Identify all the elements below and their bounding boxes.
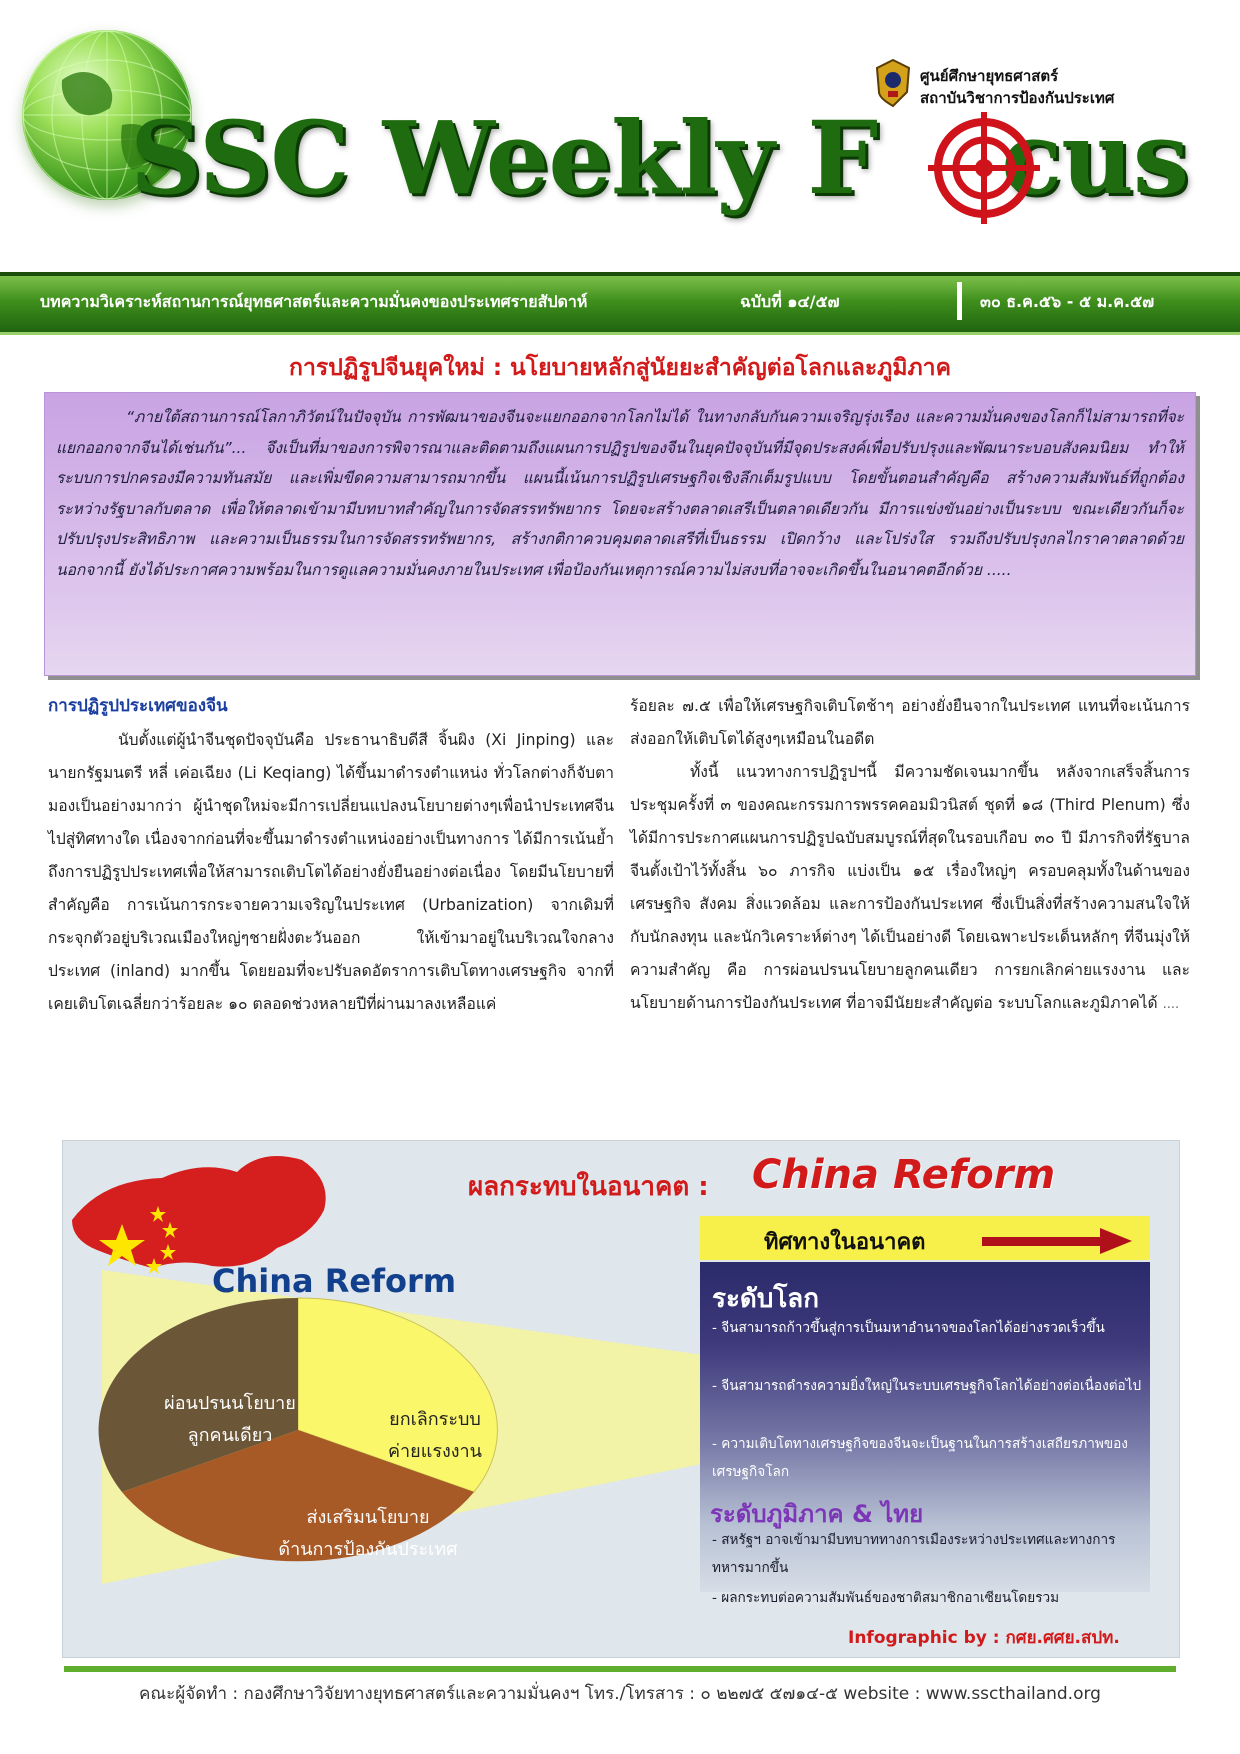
masthead-after: cus <box>1001 99 1189 217</box>
pie-label-labor-camp <box>340 1404 530 1468</box>
body-right-paragraph-2-text: ทั้งนี้ แนวทางการปฏิรูปฯนี้ มีความชัดเจนมากขึ้น หลังจากเสร็จสิ้นการประชุมครั้งที่ ๓ ของคณะกรรมการพรรคคอมมิวนิสต์ ชุดที่ ๑๘ (Third Plenum) ซึ่งได้มีการประกาศแผนการปฏิรูปฉบับสมบูรณ์ที่สุดในรอบเกือบ ๓๐ ปี มีภารกิจที่รัฐบาลจีนตั้งเป้าไว้ทั้งสิ้น ๖๐ ภารกิจ แบ่งเป็น ๑๕ เรื่องใหญ่ๆ ครอบคลุมทั้งในด้านของเศรษฐกิจ สังคม สิ่งแวดล้อม และการป้องกันประเทศ ซึ่งเป็นสิ่งที่สร้างความสนใจให้กับนักลงทุน และนักวิเคราะห์ต่างๆ ได้เป็นอย่างดี โดยเฉพาะประเด็นหลักๆ ที่จีนมุ่งให้ความสำคัญ คือ การผ่อนปรนนโยบายลูกคนเดียว การยกเลิกค่ายแรงงาน และนโยบายด้านการป้องกันประเทศ ที่อาจมีนัยยะสำคัญต่อ ระบบโลกและภูมิภาคได้ <box>630 763 1190 1012</box>
global-bullet-3: - ความเติบโตทางเศรษฐกิจของจีนจะเป็นฐานในการสร้างเสถียรภาพของเศรษฐกิจโลก <box>712 1436 1128 1480</box>
footer-rule <box>64 1666 1176 1672</box>
map-title: China Reform <box>212 1262 457 1300</box>
china-map <box>72 1156 326 1268</box>
global-level-heading: ระดับโลก <box>712 1284 819 1314</box>
pie-label-one-child-line1: ผ่อนปรนนโยบาย <box>164 1393 296 1414</box>
abstract-text: “ภายใต้สถานการณ์โลกาภิวัตน์ในปัจจุบัน การพัฒนาของจีนจะแยกออกจากโลกไม่ได้ ในทางกลับกันความเจริญรุ่งเรือง และความมั่นคงของโลกก็ไม่สามารถที่จะแยกออกจากจีนได้เช่นกัน”... จึงเป็นที่มาของการพิจารณาและติดตามถึงแผนการปฏิรูปของจีนในยุคปัจจุบันที่มีจุดประสงค์เพื่อปรับปรุงและพัฒนาระบอบสังคมนิยม ทำให้ระบบการปกครองมีความทันสมัย และเพิ่มขีดความสามารถมากขึ้น แผนนี้เน้นการปฏิรูปเศรษฐกิจเชิงลึกเต็มรูปแบบ โดยขั้นตอนสำคัญคือ สร้างความสัมพันธ์ที่ถูกต้องระหว่างรัฐบาลกับตลาด เพื่อให้ตลาดเข้ามามีบทบาทสำคัญในการจัดสรรทรัพยากร โดยจะสร้างตลาดเสรีเป็นตลาดเดียวกัน มีการแข่งขันอย่างเป็นระบบ ขณะเดียวกันก็จะปรับปรุงประสิทธิภาพ และความเป็นธรรมในการจัดสรรทรัพยากร, สร้างกติกาควบคุมตลาดเสรีที่เป็นธรรม เปิดกว้าง และโปร่งใส รวมถึงปรับปรุงกลไกราคาตลาดด้วย นอกจากนี้ ยังได้ประกาศความพร้อมในการดูแลความมั่นคงภายในประเทศ เพื่อป้องกันเหตุการณ์ความไม่สงบที่อาจจะเกิดขึ้นในอนาคตอีกด้วย ..... <box>56 408 1184 579</box>
global-bullet-1: - จีนสามารถก้าวขึ้นสู่การเป็นมหาอำนาจของโลกได้อย่างรวดเร็วขึ้น <box>712 1320 1105 1336</box>
target-crosshair-icon <box>928 112 1040 224</box>
body-left-column: นับตั้งแต่ผู้นำจีนชุดปัจจุบันคือ ประธานาธิบดีสี จิ้นผิง (Xi Jinping) และนายกรัฐมนตรี หลี่ เค่อเฉียง (Li Keqiang) ได้ขึ้นมาดำรงตำแหน่ง ทั่วโลกต่างก็จับตามองเป็นอย่างมากว่า ผู้นำชุดใหม่จะมีการเปลี่ยนแปลงนโยบายต่างๆเพื่อนำประเทศจีนไปสู่ทิศทางใด เนื่องจากก่อนที่จะขึ้นมาดำรงตำแหน่งอย่างเป็นทางการ ได้มีการเน้นย้ำถึงการปฏิรูปประเทศเพื่อให้สามารถเติบโตได้อย่างยั่งยืนอย่างต่อเนื่อง โดยมีนโยบายที่สำคัญคือ การเน้นการกระจายความเจริญในประเทศ (Urbanization) จากเดิมที่กระจุกตัวอยู่บริเวณเมืองใหญ่ๆชายฝั่งตะวันออก ให้เข้ามาอยู่ในบริเวณใจกลางประเทศ (inland) มากขึ้น โดยยอมที่จะปรับลดอัตราการเติบโตทางเศรษฐกิจ จากที่เคยเติบโตเฉลี่ยกว่าร้อยละ ๑๐ ตลอดช่วงหลายปีที่ผ่านมาลงเหลือแค่ <box>48 731 614 1013</box>
pie-label-one-child <box>130 1388 330 1452</box>
pie-label-defense-line2: ด้านการป้องกันประเทศ <box>278 1539 458 1560</box>
issue-date: ๓๐ ธ.ค.๕๖ - ๕ ม.ค.๕๗ <box>980 292 1155 311</box>
institution-name-line1: ศูนย์ศึกษายุทธศาสตร์ <box>920 67 1059 85</box>
institution-emblem-icon <box>874 58 912 108</box>
body-right-paragraph-2 <box>630 756 1190 1021</box>
pie-label-defense-line1: ส่งเสริมนโยบาย <box>306 1507 430 1528</box>
infographic-credit: Infographic by : กศย.ศศย.สปท. <box>848 1628 1120 1648</box>
infographic-heading-en: China Reform <box>752 1152 1056 1198</box>
band-separator <box>957 282 962 320</box>
ellipsis: .... <box>1162 997 1180 1012</box>
region-level-heading: ระดับภูมิภาค & ไทย <box>710 1500 924 1528</box>
region-bullet-2: - ผลกระทบต่อความสัมพันธ์ของชาติสมาชิกอาเซียนโดยรวม <box>712 1590 1060 1606</box>
global-bullet-2: - จีนสามารถดำรงความยิ่งใหญ่ในระบบเศรษฐกิจโลกได้อย่างต่อเนื่องต่อไป <box>712 1378 1142 1394</box>
issue-number: ฉบับที่ ๑๔/๕๗ <box>740 292 840 311</box>
pie-label-labor-camp-line2: ค่ายแรงงาน <box>388 1441 482 1462</box>
section-title: การปฏิรูปประเทศของจีน <box>48 696 228 716</box>
footer-contact: คณะผู้จัดทำ : กองศึกษาวิจัยทางยุทธศาสตร์และความมั่นคงฯ โทร./โทรสาร : ๐ ๒๒๗๕ ๕๗๑๔-๕ website : www.sscthailand.org <box>139 1684 1101 1704</box>
pie-label-labor-camp-line1: ยกเลิกระบบ <box>389 1409 481 1430</box>
pie-label-defense <box>218 1502 518 1566</box>
headline: การปฏิรูปจีนยุคใหม่ : นโยบายหลักสู่นัยยะสำคัญต่อโลกและภูมิภาค <box>289 355 951 381</box>
infographic-heading-th: ผลกระทบในอนาคต : <box>468 1172 709 1202</box>
body-right-paragraph-1: ร้อยละ ๗.๕ เพื่อให้เศรษฐกิจเติบโตช้าๆ อย่างยั่งยืนจากในประเทศ แทนที่จะเน้นการส่งออกให้เติบโตได้สูงๆเหมือนในอดีต <box>630 697 1190 748</box>
institution-name-line2: สถาบันวิชาการป้องกันประเทศ <box>920 89 1115 107</box>
arrow-right-icon <box>982 1228 1132 1254</box>
direction-label: ทิศทางในอนาคต <box>764 1230 926 1255</box>
band-description: บทความวิเคราะห์สถานการณ์ยุทธศาสตร์และความมั่นคงของประเทศรายสัปดาห์ <box>40 292 588 311</box>
masthead-before: SSC Weekly F <box>130 99 878 217</box>
region-bullet-1: - สหรัฐฯ อาจเข้ามามีบทบาททางการเมืองระหว่างประเทศและทางการทหารมากขึ้น <box>712 1532 1116 1576</box>
pie-label-one-child-line2: ลูกคนเดียว <box>187 1425 273 1446</box>
